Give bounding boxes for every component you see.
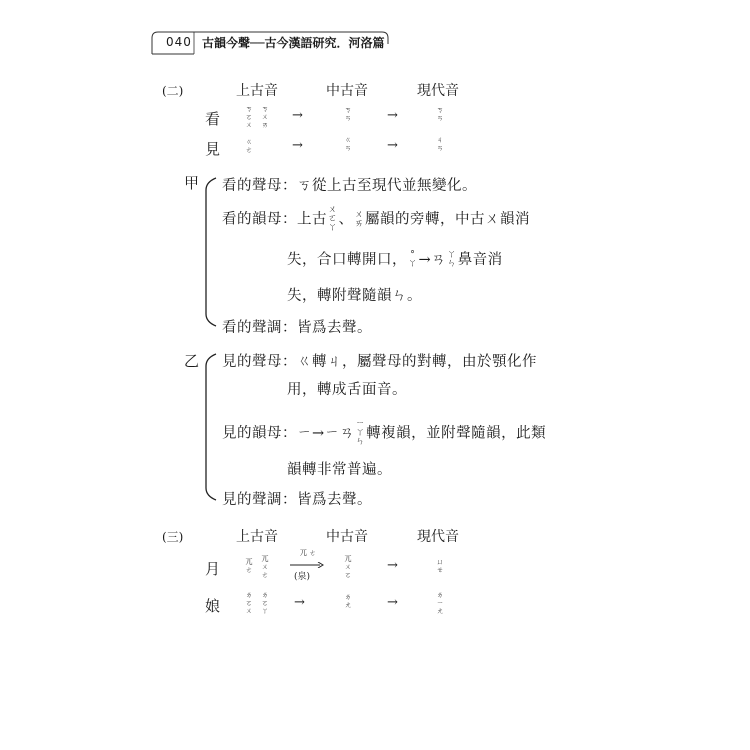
col-middle-chinese: 中古音: [326, 529, 368, 545]
yue-old-2: ㄫ ㄨ ㄜ: [261, 555, 269, 579]
kan-mod: ㄎ ㄢ: [436, 106, 444, 122]
zhuyin-stack-ian: ㄧ ㄚ ㄣ: [355, 419, 366, 447]
jian-old: ㄍ ㄜ: [245, 138, 253, 154]
col-middle-chinese: 中古音: [326, 83, 368, 99]
yue-mid-above: ㄫ ㄜ: [299, 549, 317, 557]
col-old-chinese: 上古音: [236, 83, 278, 99]
jian-mid: ㄍ ㄢ: [344, 136, 352, 152]
niang-mod: ㄌ ㄧ ㄤ: [436, 591, 444, 615]
niang-old-1: ㄌ ㄛ ㄨ: [245, 591, 253, 615]
yi-l1-text2: 用，轉成舌面音。: [287, 382, 407, 398]
arrow: →: [387, 595, 398, 610]
yi-l2-a: ㄧ→ㄧㄢ: [297, 425, 355, 442]
running-title: 古韻今聲──古今漢語研究．河洛篇: [202, 36, 385, 50]
kan-mid: ㄎ ㄢ: [344, 106, 352, 122]
row-char-yue: 月: [205, 560, 221, 578]
yi-l3-text: 皆爲去聲。: [297, 492, 372, 508]
label-yi: 乙: [184, 352, 200, 370]
section-marker-2: (二): [162, 84, 184, 98]
yue-mod: ㄩ ㄝ: [436, 558, 444, 574]
zhuyin-stack-an: ㄚ ㄣ: [447, 250, 457, 269]
zhuyin-stack-uai: ㄨ ㄞ: [354, 209, 365, 229]
yi-l2-label: 見的韻母：: [222, 425, 297, 442]
jia-l2-g: 失，轉附聲隨韻ㄣ。: [287, 288, 422, 304]
jia-l2-label: 看的韻母：: [222, 211, 297, 228]
jia-l2-b: 、: [338, 211, 354, 228]
long-arrow-icon: [290, 562, 324, 568]
jia-l2-c: 屬韻的旁轉，中古ㄨ韻消: [365, 211, 531, 228]
row-char-kan: 看: [205, 110, 221, 128]
col-modern-chinese: 現代音: [417, 83, 459, 99]
yi-l1-label: 見的聲母：: [222, 354, 297, 370]
jia-l2-f: 鼻音消: [457, 252, 503, 268]
arrow: →: [294, 595, 305, 610]
arrow: →: [292, 138, 303, 153]
row-char-jian: 見: [205, 140, 221, 158]
running-header: [150, 30, 390, 56]
label-jia: 甲: [184, 174, 200, 192]
zhuyin-stack-a: ° ㄚ: [408, 250, 418, 269]
arrow: →: [387, 108, 398, 123]
jian-mod: ㄐ ㄢ: [436, 136, 444, 152]
yue-mid: ㄫ ㄨ ㄛ: [344, 555, 352, 579]
col-modern-chinese: 現代音: [417, 529, 459, 545]
row-char-niang: 娘: [205, 597, 221, 615]
niang-old-2: ㄌ ㄛ ㄚ: [261, 591, 269, 615]
arrow: →: [387, 558, 398, 573]
kan-old-1: ㄎ ㄛ ㄨ: [245, 105, 253, 129]
section-marker-3: (三): [162, 530, 184, 544]
yue-mid-note: (泉): [294, 572, 311, 582]
jia-l2-a: 上古: [297, 211, 327, 228]
kan-old-2: ㄎ ㄨ ㄞ: [261, 105, 269, 129]
bracket-yi-icon: [200, 352, 220, 502]
jia-l2-e: →ㄢ: [418, 252, 447, 268]
niang-mid: ㄌ ㄤ: [344, 593, 352, 609]
bracket-jia-icon: [200, 176, 220, 328]
arrow: →: [387, 138, 398, 153]
yi-l2-c: 韻轉非常普遍。: [287, 462, 392, 478]
yue-old-1: ㄫ ㄜ: [245, 558, 253, 574]
jia-l3-label: 看的聲調：: [222, 320, 297, 336]
zhuyin-stack-o: ㄨ ㄛ ㄚ: [328, 205, 338, 233]
jia-l1-text: ㄎ從上古至現代並無變化。: [297, 178, 477, 194]
jia-l2-d: 失，合口轉開口，: [287, 252, 407, 268]
jia-l1-label: 看的聲母：: [222, 178, 297, 194]
jia-l3-text: 皆爲去聲。: [297, 320, 372, 336]
yi-l1-text: ㄍ轉ㄐ，屬聲母的對轉，由於顎化作: [297, 354, 537, 370]
page-number: 040: [166, 35, 192, 49]
yi-l3-label: 見的聲調：: [222, 492, 297, 508]
col-old-chinese: 上古音: [236, 529, 278, 545]
arrow: →: [292, 108, 303, 123]
yi-l2-b: 轉複韻，並附聲隨韻，此類: [366, 425, 547, 442]
